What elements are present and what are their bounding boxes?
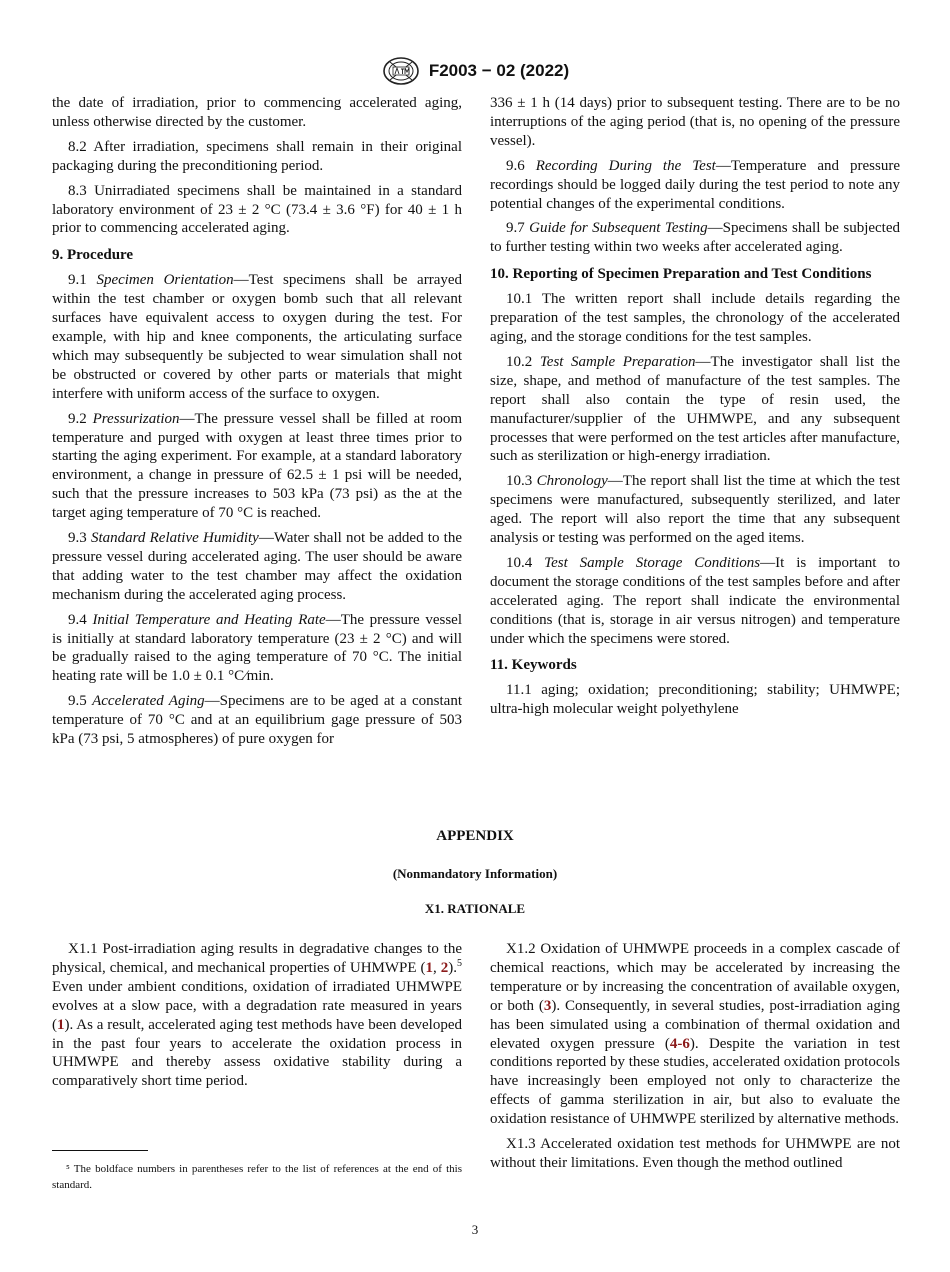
paragraph-9-2: 9.2 Pressurization—The pressure vessel shall be filled at room temperature and purged with oxygen at least three times prior to starting the aging experiment. For example, at a standard laboratory environment, a change in pressure of 62.5 ± 1 psi will be needed, such that the pressure increases to 503 kPa (73 psi) as the at the target aging temperature of 70 °C is reached.	[52, 410, 463, 522]
page-number: 3	[471, 1222, 479, 1237]
astm-logo-icon	[381, 56, 421, 86]
appendix-left-column	[52, 940, 462, 1097]
section-heading-9: 9. Procedure	[52, 247, 134, 264]
paragraph-9-6: 9.6 Recording During the Test—Temperature and pressure recordings should be logged daily during the test period to note any potential changes of the experimental conditions.	[490, 157, 900, 212]
footnote-marker: 5	[457, 957, 463, 969]
appendix-right-column	[490, 940, 900, 1179]
right-column	[490, 94, 900, 725]
paragraph-continuation: the date of irradiation, prior to commencing accelerated aging, unless otherwise directed by the customer.	[52, 95, 462, 130]
paragraph-9-5: 9.5 Accelerated Aging—Specimens are to be aged at a constant temperature of 70 °C and at an equilibrium gage pressure of 503 kPa (73 psi, 5 atmospheres) of pure oxygen for	[52, 693, 463, 748]
paragraph-10-4: 10.4 Test Sample Storage Conditions—It is important to document the storage conditions of the test samples before and after accelerated aging. The report shall indicate the environmental conditions (that is, storage in air versus nitrogen) and temperature under which the specimens were stored.	[490, 554, 901, 647]
appendix-section-title: X1. RATIONALE	[424, 901, 526, 916]
section-heading-11: 11. Keywords	[490, 657, 577, 674]
paragraph-9-4: 9.4 Initial Temperature and Heating Rate—The pressure vessel is initially at standard laboratory temperature (23 ± 2 °C) and will be gradually raised to the aging temperature of 70 °C. The initial heating rate will be 1.0 ± 0.1 °C⁄min.	[52, 611, 462, 685]
reference-link[interactable]: 2	[440, 959, 449, 976]
paragraph-10-1: 10.1 The written report shall include details regarding the preparation of the test samples, the chronology of the accelerated aging, and the storage conditions for the test samples.	[490, 291, 900, 345]
document-id: F2003 − 02 (2022)	[428, 61, 570, 80]
reference-link[interactable]: 3	[543, 997, 552, 1014]
paragraph-9-1: 9.1 Specimen Orientation—Test specimens shall be arrayed within the test chamber or oxygen bomb such that all relevant surfaces have equivalent access to oxygen during the test. For example, with hip and knee components, the articulating surface which may subsequently be subjected to wear simulation shall not be obstructed or covered by other parts or materials that might interfere with uniform access of the surface to oxygen.	[52, 272, 463, 402]
left-column	[52, 94, 462, 755]
appendix-subtitle: (Nonmandatory Information)	[392, 866, 558, 881]
paragraph-10-2: 10.2 Test Sample Preparation—The investigator shall list the size, shape, and method of manufacture of the test samples. The report shall also contain the type of resin used, the manufacturer/supplier of the UHMWPE, and any subsequent processes that were performed on the test articles after manufacture, such as sterilization or high-energy irradiation.	[490, 353, 900, 465]
paragraph-8-3: 8.3 Unirradiated specimens shall be maintained in a standard laboratory environment of 23 ± 2 °C (73.4 ± 3.6 °F) for 40 ± 1 h prior to commencing accelerated aging.	[52, 182, 462, 237]
paragraph-9-7: 9.7 Guide for Subsequent Testing—Specimens shall be subjected to further testing within two weeks after accelerated aging.	[490, 220, 900, 256]
reference-link[interactable]: 1	[57, 1016, 65, 1033]
reference-link[interactable]: 1	[425, 959, 434, 976]
paragraph-9-3: 9.3 Standard Relative Humidity—Water shall not be added to the pressure vessel during accelerated aging. The user should be aware that adding water to the test chamber may affect the oxidation mechanism during the accelerated aging process.	[52, 530, 462, 603]
footnote-divider	[52, 1150, 148, 1151]
paragraph-11-1: 11.1 aging; oxidation; preconditioning; stability; UHMWPE; ultra-high molecular weight polyethylene	[490, 682, 900, 718]
section-heading-10: 10. Reporting of Specimen Preparation and Test Conditions	[490, 266, 872, 283]
footnote: ⁵ The boldface numbers in parentheses refer to the list of references at the end of this standard.	[52, 1163, 462, 1191]
paragraph-x1-3: X1.3 Accelerated oxidation test methods for UHMWPE are not without their limitations. Even though the method outlined	[490, 1136, 900, 1171]
paragraph-x1-2: X1.2 Oxidation of UHMWPE proceeds in a complex cascade of chemical reactions, which may be accelerated by increasing the temperature or by increasing the concentration of available oxygen, or both (3). Consequently, in several studies, post-irradiation aging has been simulated using a combination of thermal oxidation and elevated oxygen pressure (4-6). Despite the variation in test conditions reported by these studies, accelerated oxidation protocols have increasingly been employed not only to characterize the effects of gamma sterilization in air, but also to evaluate the oxidation resistance of UHMWPE sterilized by alternative methods.	[490, 941, 900, 1128]
paragraph-x1-1: X1.1 Post-irradiation aging results in degradative changes to the physical, chemical, and mechanical properties of UHMWPE (1, 2).$^5$ Even under ambient conditions, oxidation of irradiated UHMWPE evolves at a slow pace, with a degradation rate measured in years (1). As a result, accelerated aging test methods have been developed in the past four years to accelerate the oxidation process in UHMWPE and thereby assess oxidative stability during a comparatively short time period.	[52, 941, 463, 1090]
paragraph-continuation: 336 ± 1 h (14 days) prior to subsequent testing. There are to be no interruptions of the aging period (that is, no opening of the pressure vessel).	[490, 95, 900, 149]
paragraph-8-2: 8.2 After irradiation, specimens shall remain in their original packaging during the preconditioning period.	[52, 138, 462, 174]
appendix-title: APPENDIX	[436, 828, 514, 844]
paragraph-10-3: 10.3 Chronology—The report shall list the time at which the test specimens were manufactured, subsequently sterilized, and later aged. The report will also report the time that any subsequent analysis or testing was performed on the aged items.	[490, 473, 900, 547]
reference-link[interactable]: 4-6	[669, 1035, 690, 1052]
page-header	[0, 56, 950, 86]
